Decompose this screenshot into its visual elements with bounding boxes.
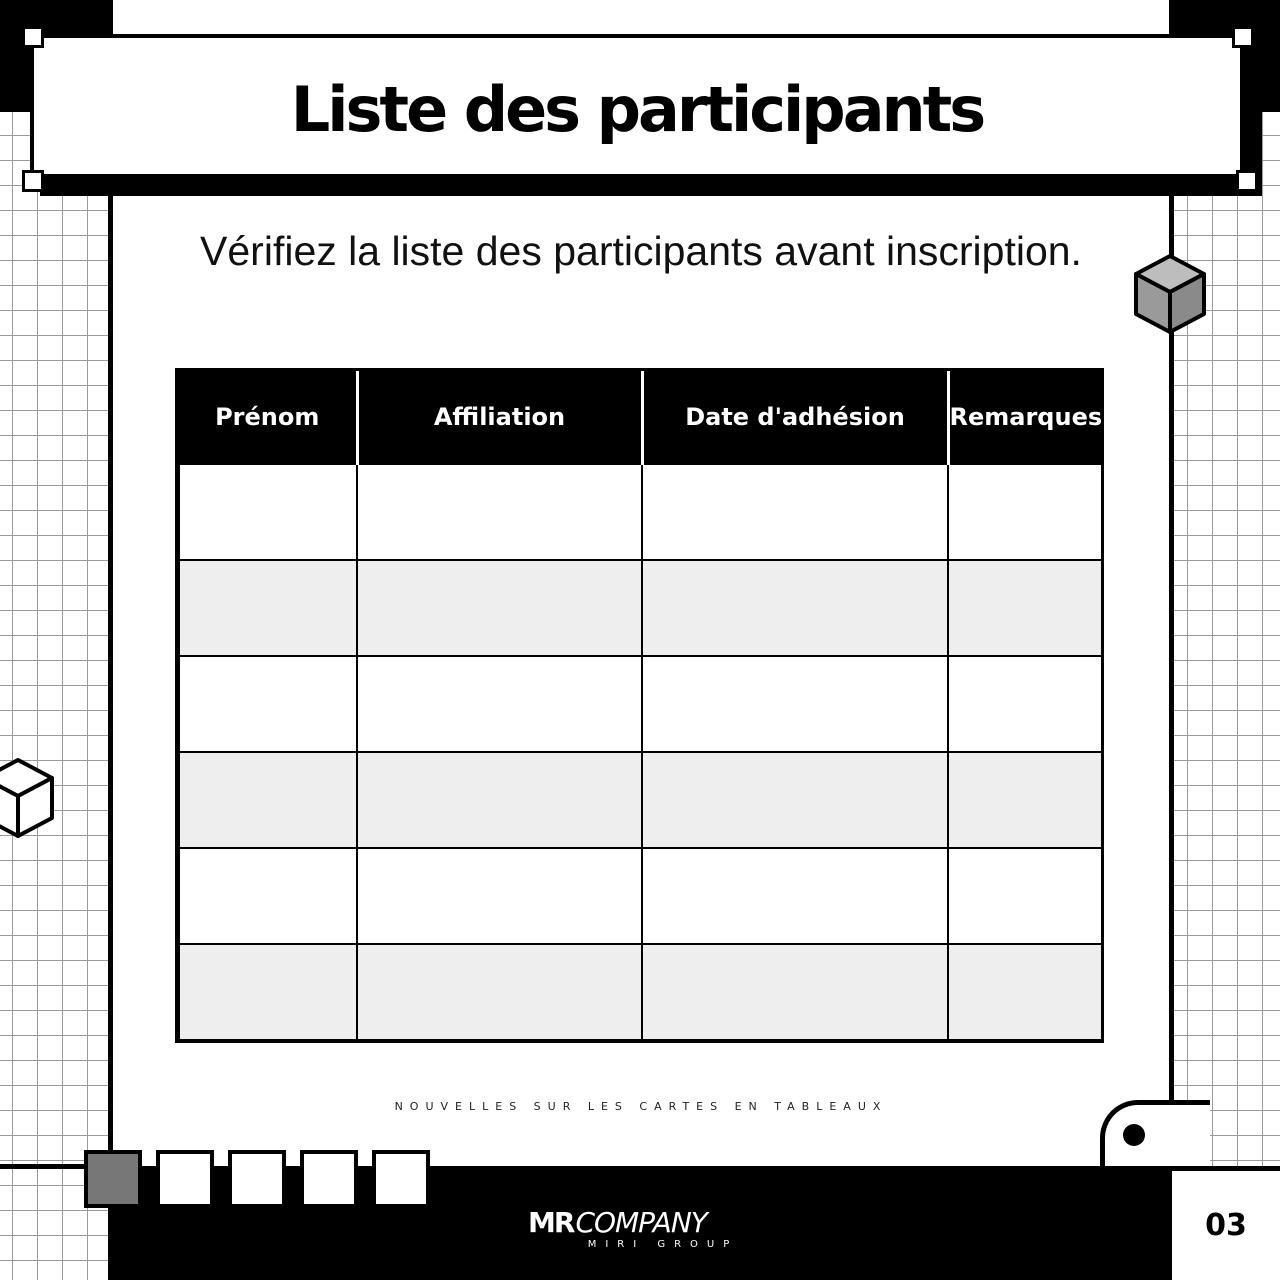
- table-cell[interactable]: [357, 656, 642, 752]
- table-row: [179, 560, 1102, 656]
- page-title: Liste des participants: [290, 72, 984, 146]
- table-cell[interactable]: [948, 656, 1102, 752]
- table-cell[interactable]: [948, 752, 1102, 848]
- table-row: [179, 656, 1102, 752]
- table-cell[interactable]: [357, 464, 642, 560]
- table-cell[interactable]: [642, 560, 948, 656]
- logo-word: COMPANY: [575, 1206, 707, 1239]
- participants-table-container: [175, 368, 1104, 1043]
- table-cell[interactable]: [948, 560, 1102, 656]
- participants-table: [178, 371, 1103, 1041]
- table-row: [179, 464, 1102, 560]
- table-cell[interactable]: [179, 944, 357, 1040]
- table-cell[interactable]: [642, 464, 948, 560]
- logo-mark: MR: [528, 1206, 574, 1239]
- progress-square: [300, 1150, 358, 1208]
- brand-logo: [528, 1206, 758, 1256]
- column-header-prenom: Prénom: [179, 371, 357, 464]
- table-cell[interactable]: [179, 656, 357, 752]
- progress-square: [372, 1150, 430, 1208]
- column-header-affiliation: Affiliation: [357, 371, 642, 464]
- banner-handle-top-left: [22, 26, 44, 48]
- banner-handle-bottom-right: [1236, 170, 1258, 192]
- table-cell[interactable]: [179, 848, 357, 944]
- progress-square: [228, 1150, 286, 1208]
- table-header-row: [179, 371, 1102, 464]
- banner-handle-top-right: [1232, 26, 1254, 48]
- footer-tagline: NOUVELLES SUR LES CARTES EN TABLEAUX: [394, 1100, 888, 1113]
- table-cell[interactable]: [179, 464, 357, 560]
- dot-icon: [1123, 1124, 1145, 1146]
- table-cell[interactable]: [948, 848, 1102, 944]
- table-cell[interactable]: [642, 848, 948, 944]
- table-row: [179, 752, 1102, 848]
- cube-icon: [1130, 252, 1210, 338]
- table-cell[interactable]: [948, 944, 1102, 1040]
- table-cell[interactable]: [642, 656, 948, 752]
- table-cell[interactable]: [357, 560, 642, 656]
- table-cell[interactable]: [357, 752, 642, 848]
- table-cell[interactable]: [642, 944, 948, 1040]
- table-cell[interactable]: [179, 560, 357, 656]
- table-cell[interactable]: [642, 752, 948, 848]
- title-banner: [30, 34, 1244, 178]
- table-cell[interactable]: [179, 752, 357, 848]
- page-number-box: [1172, 1166, 1280, 1280]
- column-header-date-adhesion: Date d'adhésion: [642, 371, 948, 464]
- progress-square-active: [84, 1150, 142, 1208]
- table-cell[interactable]: [357, 848, 642, 944]
- table-row: [179, 848, 1102, 944]
- page-number: 03: [1205, 1208, 1247, 1243]
- subtitle: Vérifiez la liste des participants avant inscription.: [200, 228, 1082, 274]
- table-cell[interactable]: [357, 944, 642, 1040]
- logo-subtitle: MIRI GROUP: [587, 1239, 739, 1250]
- cube-icon: [0, 756, 58, 842]
- table-cell[interactable]: [948, 464, 1102, 560]
- table-row: [179, 944, 1102, 1040]
- progress-square: [156, 1150, 214, 1208]
- banner-handle-bottom-left: [22, 170, 44, 192]
- column-header-remarques: Remarques: [948, 371, 1102, 464]
